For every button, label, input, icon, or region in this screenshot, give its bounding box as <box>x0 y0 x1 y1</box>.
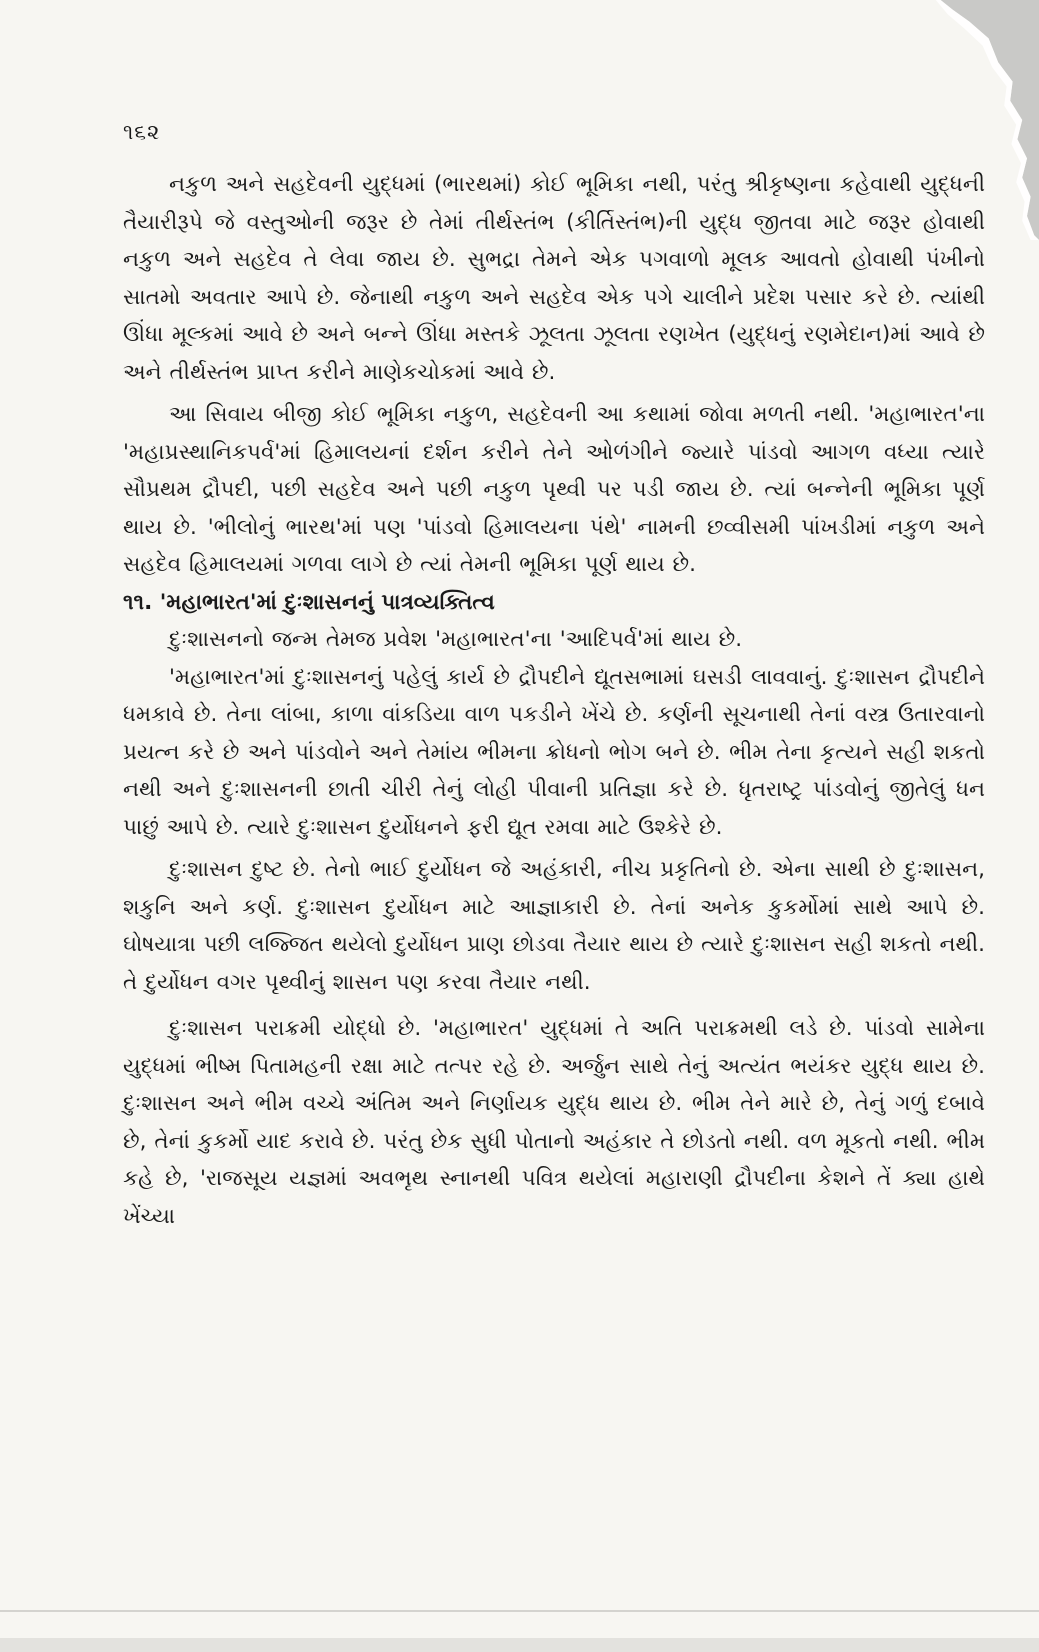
section-paragraph-3: દુઃશાસન દુષ્ટ છે. તેનો ભાઈ દુર્યોધન જે અહંકારી, નીચ પ્રકૃતિનો છે. એના સાથી છે દુઃશાસન, શકુનિ અને કર્ણ. દુઃશાસન દુર્યોધન માટે આજ્ઞાકારી છે. તેનાં અનેક કુકર્મોમાં સાથે આપે છે. ઘોષયાત્રા પછી લજ્જિત થયેલો દુર્યોધન પ્રાણ છોડવા તૈયાર થાય છે ત્યારે દુઃશાસન સહી શકતો નથી. તે દુર્યોધન વગર પૃથ્વીનું શાસન પણ કરવા તૈયાર નથી. <box>123 857 985 995</box>
paragraph-1: નકુળ અને સહદેવની યુદ્ધમાં (ભારથમાં) કોઈ ભૂમિકા નથી, પરંતુ શ્રીકૃષ્ણના કહેવાથી યુદ્ધની તૈયારીરૂપે જે વસ્તુઓની જરૂર છે તેમાં તીર્થસ્તંભ (કીર્તિસ્તંભ)ની યુદ્ધ જીતવા માટે જરૂર હોવાથી નકુળ અને સહદેવ તે લેવા જાય છે. સુભદ્રા તેમને એક પગવાળો મૂલક આવતો હોવાથી પંખીનો સાતમો અવતાર આપે છે. જેનાથી નકુળ અને સહદેવ એક પગે ચાલીને પ્રદેશ પસાર કરે છે. ત્યાંથી ઊંધા મૂલ્કમાં આવે છે અને બન્ને ઊંધા મસ્તકે ઝૂલતા ઝૂલતા રણખેત (યુદ્ધનું રણમેદાન)માં આવે છે અને તીર્થસ્તંભ પ્રાપ્ત કરીને માણેકચોકમાં આવે છે. <box>123 172 985 385</box>
page-fold-line <box>0 1610 1039 1612</box>
page-bottom-edge <box>0 1638 1039 1652</box>
section-paragraph-2: 'મહાભારત'માં દુઃશાસનનું પહેલું કાર્ય છે દ્રૌપદીને દ્યૂતસભામાં ઘસડી લાવવાનું. દુઃશાસન દ્રૌપદીને ધમકાવે છે. તેના લાંબા, કાળા વાંકડિયા વાળ પકડીને ખેંચે છે. કર્ણની સૂચનાથી તેનાં વસ્ત્ર ઉતારવાનો પ્રયત્ન કરે છે અને પાંડવોને અને તેમાંય ભીમના ક્રોધનો ભોગ બને છે. ભીમ તેના કૃત્યને સહી શકતો નથી અને દુઃશાસનની છાતી ચીરી તેનું લોહી પીવાની પ્રતિજ્ઞા કરે છે. ધૃતરાષ્ટ્ર પાંડવોનું જીતેલું ધન પાછું આપે છે. ત્યારે દુઃશાસન દુર્યોધનને ફરી દ્યૂત રમવા માટે ઉશ્કેરે છે. <box>123 664 985 840</box>
paragraph-2: આ સિવાય બીજી કોઈ ભૂમિકા નકુળ, સહદેવની આ કથામાં જોવા મળતી નથી. 'મહાભારત'ના 'મહાપ્રસ્થાનિકપર્વ'માં હિમાલયનાં દર્શન કરીને તેને ઓળંગીને જ્યારે પાંડવો આગળ વધ્યા ત્યારે સૌપ્રથમ દ્રૌપદી, પછી સહદેવ અને પછી નકુળ પૃથ્વી પર પડી જાય છે. ત્યાં બન્નેની ભૂમિકા પૂર્ણ થાય છે. 'ભીલોનું ભારથ'માં પણ 'પાંડવો હિમાલયના પંથે' નામની છવ્વીસમી પાંખડીમાં નકુળ અને સહદેવ હિમાલયમાં ગળવા લાગે છે ત્યાં તેમની ભૂમિકા પૂર્ણ થાય છે. <box>123 402 985 577</box>
section-paragraph-1: દુઃશાસનનો જન્મ તેમજ પ્રવેશ 'મહાભારત'ના 'આદિપર્વ'માં થાય છે. <box>169 627 743 652</box>
page-text <box>123 118 985 1235</box>
section-paragraph-4: દુઃશાસન પરાક્રમી યોદ્ધો છે. 'મહાભારત' યુદ્ધમાં તે અતિ પરાક્રમથી લડે છે. પાંડવો સામેના યુદ્ધમાં ભીષ્મ પિતામહની રક્ષા માટે તત્પર રહે છે. અર્જુન સાથે તેનું અત્યંત ભયંકર યુદ્ધ થાય છે. દુઃશાસન અને ભીમ વચ્ચે અંતિમ અને નિર્ણાયક યુદ્ધ થાય છે. ભીમ તેને મારે છે, તેનું ગળું દબાવે છે, તેનાં કુકર્મો યાદ કરાવે છે. પરંતુ છેક સુધી પોતાનો અહંકાર તે છોડતો નથી. વળ મૂકતો નથી. ભીમ કહે છે, 'રાજસૂય યજ્ઞમાં અવભૃથ સ્નાનથી પવિત્ર થયેલાં મહારાણી દ્રૌપદીના કેશને તેં ક્યા હાથે ખેંચ્યા <box>123 1016 985 1229</box>
page-number: ૧૬૨ <box>123 120 161 144</box>
section-heading: ૧૧. 'મહાભારત'માં દુઃશાસનનું પાત્રવ્યક્તિત્વ <box>123 589 495 615</box>
